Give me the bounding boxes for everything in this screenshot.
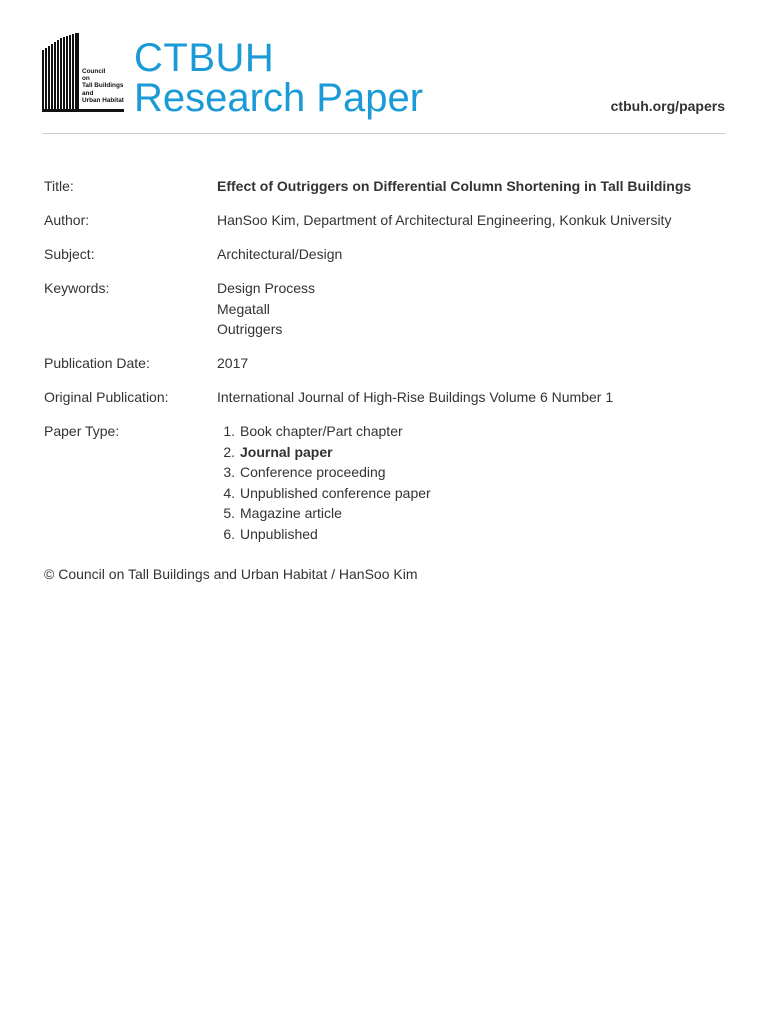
paper-type-number: 5. [223, 505, 235, 521]
paper-type-list [217, 421, 734, 544]
paper-type-row [44, 421, 734, 544]
keywords-row [44, 278, 734, 340]
header [42, 32, 725, 120]
site-link[interactable]: ctbuh.org/papers [610, 98, 725, 114]
paper-type-text: Unpublished conference paper [240, 484, 431, 501]
keywords-label: Keywords: [44, 280, 110, 296]
logo-org-name: Council on Tall Buildings and Urban Habitat [82, 68, 124, 104]
author-row [44, 210, 734, 231]
brand [134, 38, 423, 118]
paper-type-number: 2. [223, 443, 235, 460]
paper-metadata [44, 176, 734, 558]
title-value: Effect of Outriggers on Differential Column Shortening in Tall Buildings [217, 178, 692, 194]
paper-type-item [217, 462, 734, 483]
paper-type-number: 3. [223, 464, 235, 480]
title-row [44, 176, 734, 197]
subject-row [44, 244, 734, 265]
keyword-item: Outriggers [217, 321, 283, 337]
keyword-item: Design Process [217, 280, 316, 296]
pubdate-row [44, 353, 734, 374]
keyword-item: Megatall [217, 300, 270, 317]
paper-type-text: Unpublished [240, 525, 318, 542]
original-publication-value: International Journal of High-Rise Buildings Volume 6 Number 1 [217, 389, 614, 405]
keywords-list [217, 278, 734, 340]
paper-type-number: 6. [223, 525, 235, 542]
title-label: Title: [44, 178, 74, 194]
paper-type-label: Paper Type: [44, 423, 120, 439]
paper-type-text: Journal paper [240, 443, 333, 460]
paper-type-item [217, 503, 734, 524]
paper-type-item-selected [217, 442, 734, 463]
subject-value: Architectural/Design [217, 246, 343, 262]
brand-subtitle: Research Paper [134, 76, 424, 120]
paper-type-item [217, 421, 734, 442]
paper-type-item [217, 524, 734, 545]
paper-type-text: Magazine article [240, 505, 342, 521]
subject-label: Subject: [44, 246, 95, 262]
paper-type-number: 1. [223, 423, 235, 439]
paper-type-text: Conference proceeding [240, 464, 386, 480]
header-divider [43, 133, 725, 134]
original-publication-row [44, 387, 734, 408]
paper-type-item [217, 483, 734, 504]
paper-type-list-wrap [217, 421, 734, 544]
pubdate-value: 2017 [217, 355, 249, 371]
author-value: HanSoo Kim, Department of Architectural Engineering, Konkuk University [217, 212, 672, 228]
copyright-notice: © Council on Tall Buildings and Urban Habitat / HanSoo Kim [44, 566, 418, 582]
pubdate-label: Publication Date: [44, 355, 150, 371]
brand-title: CTBUH [134, 36, 275, 80]
author-label: Author: [44, 212, 90, 228]
paper-type-text: Book chapter/Part chapter [240, 423, 403, 439]
paper-type-number: 4. [223, 484, 235, 501]
original-publication-label: Original Publication: [44, 389, 169, 405]
